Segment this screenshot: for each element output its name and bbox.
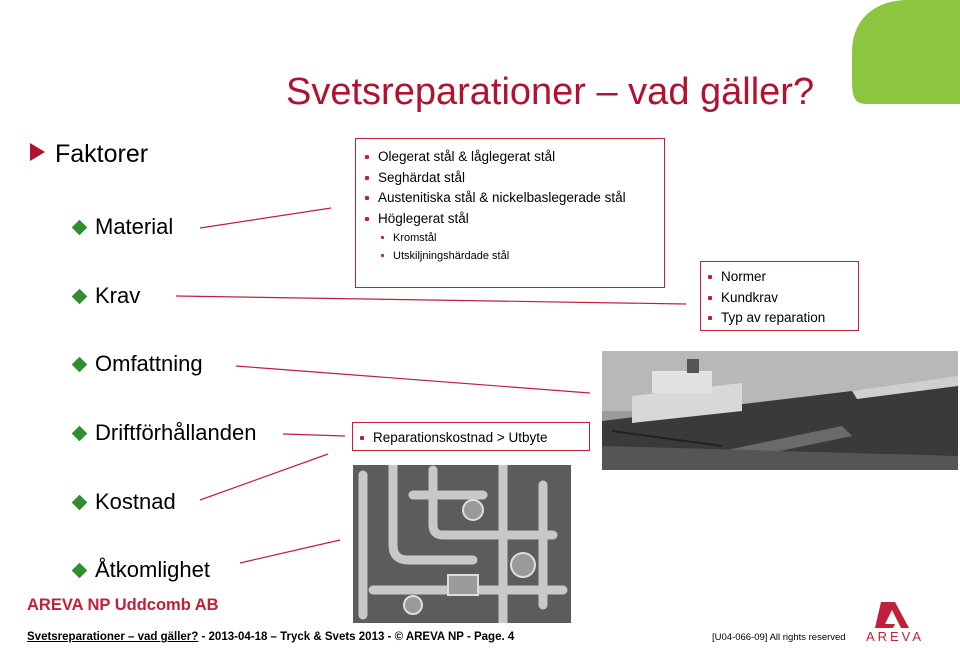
- krav-box: [700, 261, 859, 331]
- diamond-icon: [72, 356, 88, 372]
- material-bullet: Seghärdat stål: [364, 168, 656, 189]
- section-heading: [30, 139, 148, 169]
- connector-atkomlighet: [240, 540, 340, 563]
- item-label: Åtkomlighet: [95, 557, 210, 582]
- kostnad-bullet: Reparationskostnad > Utbyte: [359, 428, 583, 449]
- ship-photo: [602, 351, 958, 470]
- company-name: AREVA NP Uddcomb AB: [27, 596, 219, 614]
- footer-title: Svetsreparationer – vad gäller?: [27, 631, 199, 643]
- list-item-kostnad: [72, 488, 176, 516]
- footer-rest: - 2013-04-18 – Tryck & Svets 2013 - © AREVA NP - Page. 4: [198, 631, 515, 643]
- diamond-icon: [72, 288, 88, 304]
- footer-text: [27, 631, 514, 643]
- material-bullet: Austenitiska stål & nickelbaslegerade stål: [364, 188, 656, 209]
- list-item-atkomlighet: [72, 556, 210, 584]
- piping-photo: [353, 465, 571, 623]
- areva-logo: [855, 598, 935, 643]
- item-label: Kostnad: [95, 489, 176, 514]
- connector-omfattning: [236, 366, 590, 393]
- footer-reference: [U04-066-09] All rights reserved: [712, 632, 846, 643]
- krav-bullet: Kundkrav: [707, 288, 852, 309]
- connector-kostnad: [200, 454, 328, 500]
- heading-text: Faktorer: [55, 140, 149, 168]
- material-bullet: Höglegerat stål: [364, 209, 656, 230]
- krav-bullet: Normer: [707, 267, 852, 288]
- list-item-krav: [72, 282, 140, 310]
- item-label: Omfattning: [95, 351, 203, 376]
- krav-bullet: Typ av reparation: [707, 308, 852, 329]
- diamond-icon: [72, 494, 88, 510]
- connector-driftforhallanden: [283, 434, 345, 436]
- diamond-icon: [72, 562, 88, 578]
- connector-krav: [176, 296, 686, 304]
- list-item-driftforhallanden: [72, 419, 256, 447]
- diamond-icon: [72, 425, 88, 441]
- material-subbullet: Utskiljningshärdade stål: [364, 247, 656, 265]
- list-item-material: [72, 213, 173, 241]
- material-box: [355, 138, 665, 288]
- list-item-omfattning: [72, 350, 203, 378]
- connector-material: [200, 208, 331, 228]
- diamond-icon: [72, 219, 88, 235]
- kostnad-box: [352, 422, 590, 451]
- svg-text:AREVA: AREVA: [865, 629, 925, 643]
- material-bullet: Olegerat stål & låglegerat stål: [364, 147, 656, 168]
- item-label: Krav: [95, 283, 141, 308]
- triangle-right-icon: [30, 143, 45, 161]
- corner-leaf-shape: [852, 0, 960, 104]
- material-subbullet: Kromstål: [364, 229, 656, 247]
- item-label: Driftförhållanden: [95, 420, 257, 445]
- slide-title: Svetsreparationer – vad gäller?: [286, 71, 815, 113]
- item-label: Material: [95, 214, 174, 239]
